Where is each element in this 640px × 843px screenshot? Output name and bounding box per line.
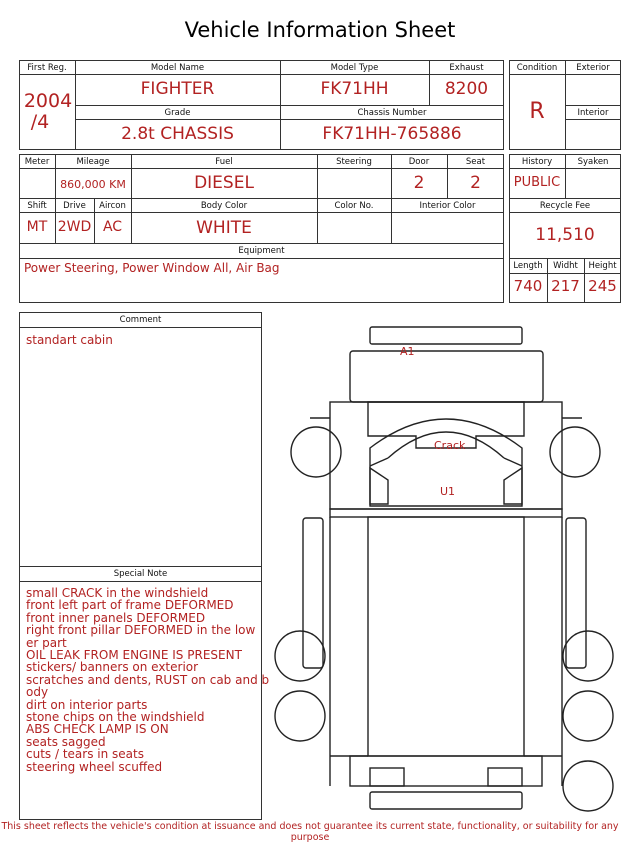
exterior-label: Exterior [576,63,610,73]
special-note-label: Special Note [113,569,168,579]
meter-label: Meter [24,157,50,167]
divider [565,119,621,120]
drive-value: 2WD [57,219,92,235]
reg-year: 2004 [23,90,73,112]
history-label: History [521,157,553,167]
syaken-label: Syaken [577,157,609,167]
mark-a1: A1 [400,345,415,358]
front-left-wheel [291,427,341,477]
page-title: Vehicle Information Sheet [184,18,456,42]
interior-color-label: Interior Color [419,201,476,211]
body-color-label: Body Color [200,201,248,211]
special-note-line: stone chips on the windshield [26,710,205,725]
comment-text: standart cabin [26,333,113,347]
cab-front-panel [350,351,543,402]
chassis-label: Chassis Number [357,108,427,118]
rear-right-wheel-2 [563,691,613,741]
model-type-label: Model Type [330,63,379,73]
drive-label: Drive [63,201,86,211]
recycle-fee-value: 11,510 [535,225,595,245]
special-note-line: front inner panels DEFORMED [26,610,206,625]
width-value: 217 [551,277,580,295]
special-note-line: seats sagged [26,734,106,749]
divider [317,154,318,243]
special-note-line: er part [26,635,67,650]
rear-right-wheel-1 [563,631,613,681]
divider [19,327,262,328]
shift-value: MT [26,219,48,235]
divider [565,105,621,106]
shift-label: Shift [27,201,47,211]
rear-frame [350,756,542,786]
mark-crack: Crack [434,439,466,452]
divider [19,168,504,169]
fuel-label: Fuel [215,157,233,167]
fuel-value: DIESEL [194,173,254,193]
model-name-label: Model Name [150,63,205,73]
color-no-label: Color No. [334,201,374,211]
model-type-value: FK71HH [320,79,389,99]
divider [19,566,262,567]
rear-left-light [370,768,404,786]
door-value: 2 [413,173,425,193]
height-value: 245 [588,277,617,295]
special-note-line: ABS CHECK LAMP IS ON [26,722,169,737]
comment-label: Comment [119,315,162,325]
reg-month: /4 [30,111,50,133]
divider [19,74,504,75]
divider [509,273,621,274]
special-note-line: stickers/ banners on exterior [26,660,199,675]
length-label: Length [513,261,543,271]
width-label: Widht [553,261,578,271]
special-note-line: OIL LEAK FROM ENGINE IS PRESENT [26,648,242,663]
equipment-value: Power Steering, Power Window All, Air Bag [24,261,280,275]
front-right-wheel [550,427,600,477]
divider [391,154,392,243]
condition-label: Condition [516,63,558,73]
first-reg-label: First Reg. [27,63,67,73]
disclaimer-footer: This sheet reflects the vehicle's condition at issuance and does not guarantee its current state, functionality, or suitability for any purpose [1,821,619,843]
special-note-line: steering wheel scuffed [26,759,163,774]
truck-diagram [270,318,630,818]
steering-label: Steering [336,157,372,167]
divider [19,198,504,199]
rear-left-wheel-1 [275,631,325,681]
left-side-guard [303,518,323,668]
special-note-line: right front pillar DEFORMED in the low [26,623,256,638]
special-notes-list [26,587,269,773]
door-label: Door [408,157,430,167]
height-label: Height [588,261,617,271]
exhaust-value: 8200 [444,79,489,99]
special-note-line: front left part of frame DEFORMED [26,598,234,613]
divider [75,105,504,106]
aircon-value: AC [102,219,123,235]
interior-label: Interior [577,108,609,118]
seat-value: 2 [470,173,481,193]
equipment-label: Equipment [238,246,285,256]
chassis-value: FK71HH-765886 [322,124,462,144]
body-color-value: WHITE [196,218,252,238]
recycle-fee-label: Recycle Fee [539,201,591,211]
special-note-line: dirt on interior parts [26,697,148,712]
divider [19,243,504,244]
special-note-line: scratches and dents, RUST on cab and b [26,672,270,687]
mark-u1: U1 [440,485,456,498]
divider [509,198,621,199]
divider [19,258,504,259]
rear-bumper [370,792,522,809]
mileage-value: 860,000 KM [60,178,126,191]
rear-right-light [488,768,522,786]
grade-value: 2.8t CHASSIS [121,124,234,144]
history-value: PUBLIC [513,175,561,190]
divider [19,581,262,582]
rear-left-wheel-2 [275,691,325,741]
divider [509,74,621,75]
model-name-value: FIGHTER [140,79,215,99]
condition-value: R [529,99,545,124]
chassis-frame [330,509,562,517]
special-note-line: small CRACK in the windshield [26,586,209,600]
length-value: 740 [513,277,543,295]
right-side-guard [566,518,586,668]
divider [75,119,504,120]
exhaust-label: Exhaust [449,63,484,73]
seat-label: Seat [465,157,486,167]
divider [509,258,621,259]
special-note-line: cuts / tears in seats [26,747,144,762]
divider [509,212,621,213]
aircon-label: Aircon [99,201,126,211]
divider [19,212,504,213]
front-bumper [370,327,522,344]
spare-wheel [563,761,613,811]
grade-label: Grade [164,108,191,118]
mileage-label: Mileage [76,157,110,167]
special-note-line: ody [26,685,49,700]
